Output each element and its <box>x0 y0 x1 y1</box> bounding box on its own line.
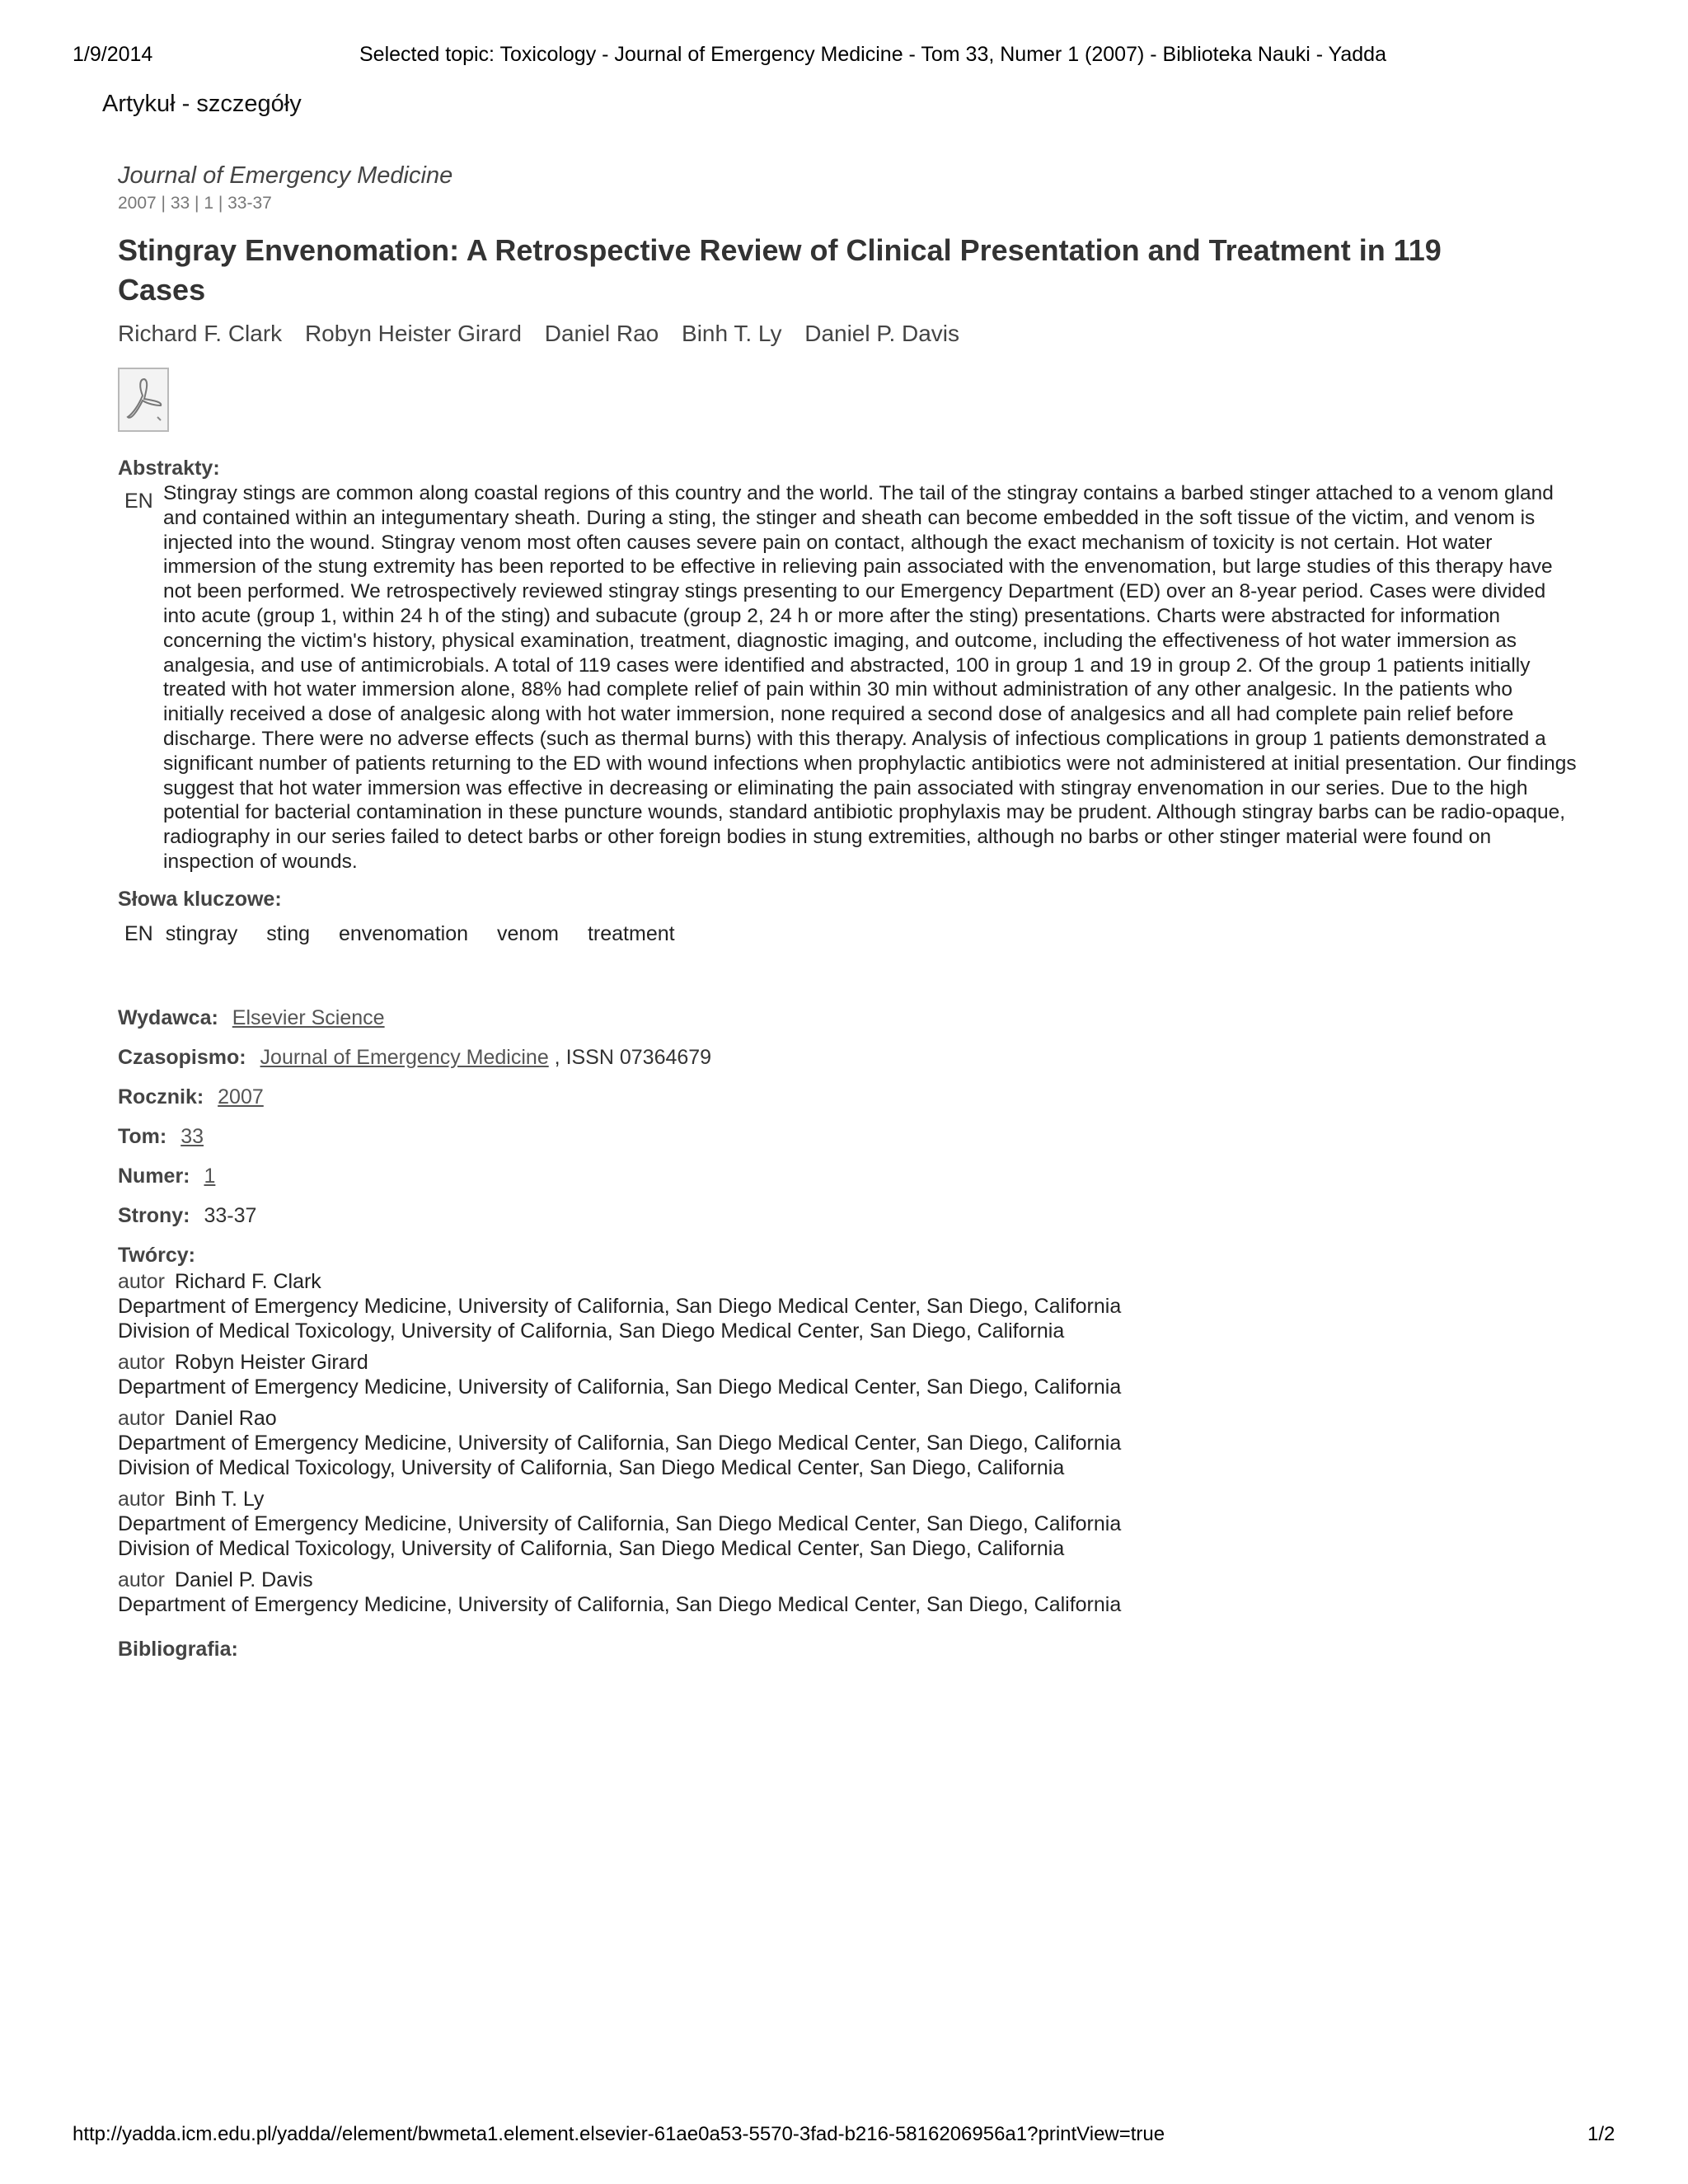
journal-name[interactable]: Journal of Emergency Medicine <box>118 162 453 189</box>
print-page-number: 1/2 <box>1587 2123 1615 2145</box>
pages-value: 33-37 <box>204 1203 257 1227</box>
bibliographic-metadata <box>118 1004 1577 1663</box>
creator-role: autor <box>118 1269 165 1293</box>
creator-affiliation: Department of Emergency Medicine, University of California, San Diego Medical Center, San Diego, California <box>118 1375 1122 1399</box>
issue-link[interactable]: 1 <box>204 1164 216 1188</box>
creator-name[interactable]: Daniel P. Davis <box>174 1568 313 1591</box>
creator-role: autor <box>118 1487 165 1511</box>
creator-entry <box>118 1487 1577 1561</box>
journal-row <box>118 1043 1577 1071</box>
year-link[interactable]: 2007 <box>218 1085 264 1108</box>
keyword-link[interactable]: treatment <box>587 921 675 945</box>
abstract-text: Stingray stings are common along coastal regions of this country and the world. The tail of the stingray contains a barbed stinger attached to a venom gland and contained within an integumentary sheath. During a sting, the stinger and sheath can become embedded in the soft tissue of the victim, and venom is injected into the wound. Stingray venom most often causes severe pain on contact, although the exact mechanism of toxicity is not certain. Hot water immersion of the stung extremity has been reported to be effective in relieving pain associated with the envenomation, but large studies of this therapy have not been performed. We retrospectively reviewed stingray stings presenting to our Emergency Department (ED) over an 8-year period. Cases were divided into acute (group 1, within 24 h of the sting) and subacute (group 2, 24 h or more after the sting) presentations. Charts were abstracted for information concerning the victim's history, physical examination, treatment, diagnostic imaging, and outcome, including the effectiveness of hot water immersion as analgesia, and use of antimicrobials. A total of 119 cases were identified and abstracted, 100 in group 1 and 19 in group 2. Of the group 1 patients initially treated with hot water immersion alone, 88% had complete relief of pain within 30 min without administration of any other analgesic. In the patients who initially received a dose of analgesic along with hot water immersion, none required a second dose of analgesics and all had complete pain relief before discharge. There were no adverse effects (such as thermal burns) with this therapy. Analysis of infectious complications in group 1 patients demonstrated a significant number of patients returning to the ED with wound infections when prophylactic antibiotics were not administered at initial presentation. Our findings suggest that hot water immersion was effective in decreasing or eliminating the pain associated with stingray envenomation in our series. Due to the high potential for bacterial contamination in these puncture wounds, standard antibiotic prophylaxis may be prudent. Although stingray barbs can be radio-opaque, radiography in our series failed to detect barbs or other foreign bodies in stung extremities, although no barbs or other stinger material were found on inspection of wounds. <box>163 482 1577 873</box>
bibliography-label: Bibliografia: <box>118 1637 238 1661</box>
print-date: 1/9/2014 <box>73 43 153 66</box>
print-url: http://yadda.icm.edu.pl/yadda//element/bwmeta1.element.elsevier-61ae0a53-5570-3fad-b216-5816206956a1?printView=true <box>73 2123 1165 2145</box>
volume-label: Tom: <box>118 1124 167 1148</box>
creator-entry <box>118 1269 1577 1343</box>
creator-affiliation: Department of Emergency Medicine, University of California, San Diego Medical Center, San Diego, California <box>118 1511 1122 1535</box>
print-header <box>0 43 1688 76</box>
publisher-row <box>118 1004 1577 1032</box>
creator-role: autor <box>118 1406 165 1430</box>
pages-row <box>118 1202 1577 1230</box>
journal-meta: 2007 | 33 | 1 | 33-37 <box>118 194 272 213</box>
keyword-link[interactable]: sting <box>266 921 310 945</box>
author-link[interactable]: Robyn Heister Girard <box>304 321 522 346</box>
keyword-link[interactable]: stingray <box>165 921 238 945</box>
issue-label: Numer: <box>118 1164 190 1188</box>
keywords-lang-tag: EN <box>124 921 153 945</box>
creator-role: autor <box>118 1568 165 1591</box>
journal-label: Czasopismo: <box>118 1045 246 1069</box>
author-link[interactable]: Richard F. Clark <box>118 321 283 346</box>
keyword-link[interactable]: venom <box>496 921 560 945</box>
publisher-link[interactable]: Elsevier Science <box>232 1005 385 1029</box>
creator-name[interactable]: Robyn Heister Girard <box>174 1350 368 1374</box>
creator-name[interactable]: Richard F. Clark <box>174 1269 321 1293</box>
print-page-title: Selected topic: Toxicology - Journal of Emergency Medicine - Tom 33, Numer 1 (2007) - Biblioteka Nauki - Yadda <box>359 43 1386 66</box>
creator-affiliation: Division of Medical Toxicology, University of California, San Diego Medical Center, San Diego, California <box>118 1455 1065 1479</box>
pages-label: Strony: <box>118 1203 190 1227</box>
creator-affiliation: Department of Emergency Medicine, University of California, San Diego Medical Center, San Diego, California <box>118 1431 1122 1455</box>
year-label: Rocznik: <box>118 1085 204 1108</box>
pdf-icon <box>124 376 164 424</box>
creators-label: Twórcy: <box>118 1243 195 1267</box>
author-link[interactable]: Daniel P. Davis <box>804 321 960 346</box>
journal-link[interactable]: Journal of Emergency Medicine <box>260 1045 549 1069</box>
creator-entry <box>118 1350 1577 1399</box>
abstract-label: Abstrakty: <box>118 457 220 480</box>
abstract-en <box>118 481 1577 874</box>
publisher-label: Wydawca: <box>118 1005 218 1029</box>
issue-row <box>118 1162 1577 1190</box>
author-link[interactable]: Binh T. Ly <box>682 321 782 346</box>
article-details <box>118 162 1577 1663</box>
abstract-lang-tag: EN <box>124 490 153 513</box>
keywords-label: Słowa kluczowe: <box>118 887 282 911</box>
keywords-list <box>118 922 1577 946</box>
pdf-download-icon[interactable] <box>118 368 169 432</box>
creator-name[interactable]: Binh T. Ly <box>174 1487 265 1511</box>
section-heading: Artykuł - szczegóły <box>102 91 302 117</box>
issn-text: , ISSN 07364679 <box>554 1045 712 1069</box>
creator-entry <box>118 1406 1577 1480</box>
volume-row <box>118 1122 1577 1151</box>
creator-affiliation: Division of Medical Toxicology, University of California, San Diego Medical Center, San Diego, California <box>118 1536 1065 1560</box>
creator-affiliation: Department of Emergency Medicine, University of California, San Diego Medical Center, San Diego, California <box>118 1592 1122 1616</box>
creator-role: autor <box>118 1350 165 1374</box>
authors-list <box>118 320 1577 348</box>
keyword-link[interactable]: envenomation <box>338 921 469 945</box>
creator-name[interactable]: Daniel Rao <box>174 1406 277 1430</box>
creator-affiliation: Department of Emergency Medicine, University of California, San Diego Medical Center, San Diego, California <box>118 1294 1122 1318</box>
creator-entry <box>118 1568 1577 1617</box>
creator-affiliation: Division of Medical Toxicology, University of California, San Diego Medical Center, San Diego, California <box>118 1319 1065 1343</box>
article-title: Stingray Envenomation: A Retrospective Review of Clinical Presentation and Treatment in 119 Cases <box>118 233 1442 307</box>
year-row <box>118 1083 1577 1111</box>
author-link[interactable]: Daniel Rao <box>544 321 659 346</box>
volume-link[interactable]: 33 <box>181 1124 204 1148</box>
